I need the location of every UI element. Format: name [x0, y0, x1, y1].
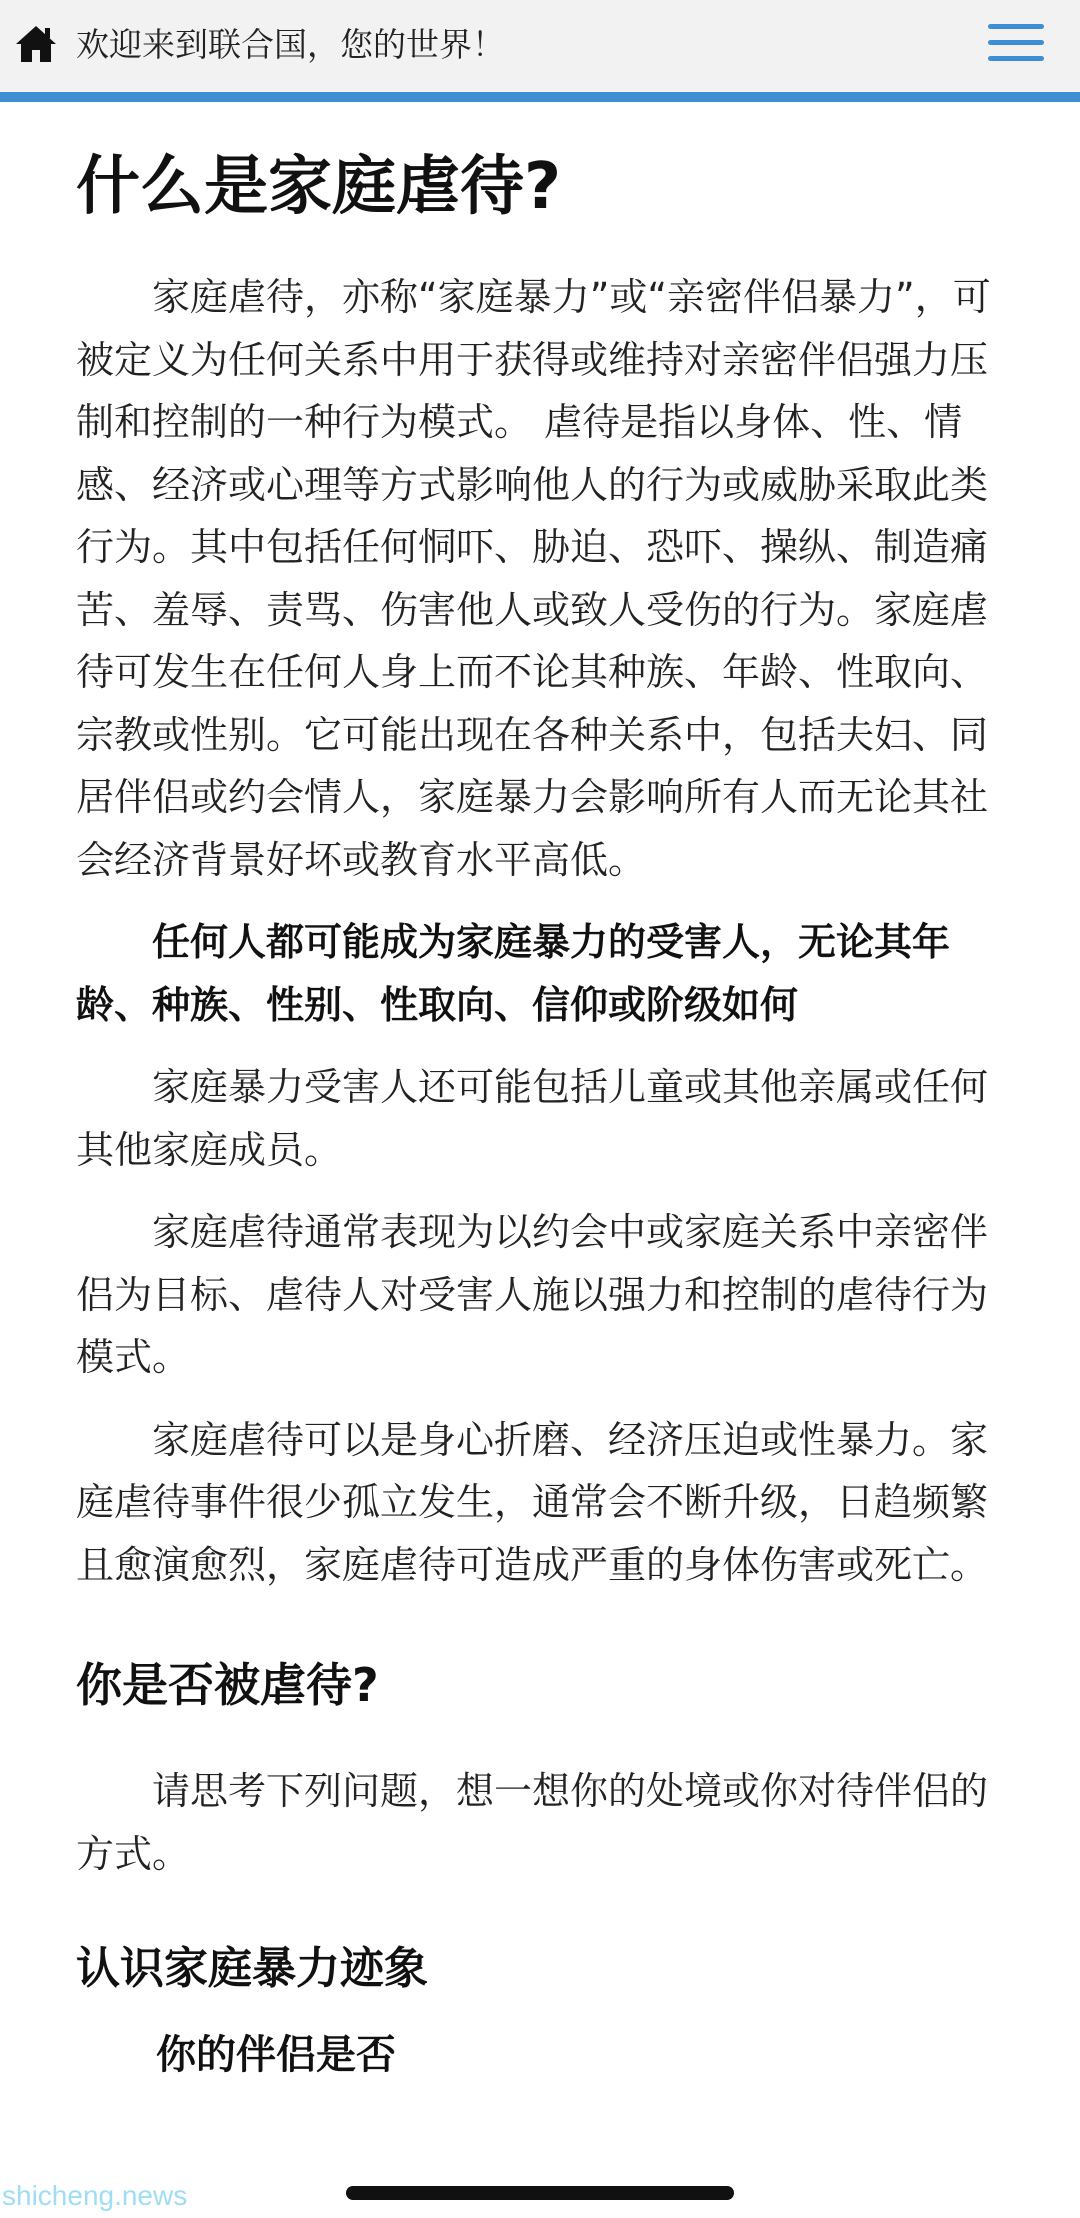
paragraph-forms: 家庭虐待可以是身心折磨、经济压迫或性暴力。家庭虐待事件很少孤立发生，通常会不断升级，日趋频繁且愈演愈烈，家庭虐待可造成严重的身体伤害或死亡。: [76, 1417, 989, 1587]
paragraph-emphasis: 任何人都可能成为家庭暴力的受害人，无论其年龄、种族、性别、性取向、信仰或阶级如何: [76, 920, 951, 1027]
article-content: [76, 102, 1006, 2083]
paragraph-victims: 家庭暴力受害人还可能包括儿童或其他亲属或任何其他家庭成员。: [76, 1065, 989, 1172]
site-title: 欢迎来到联合国，您的世界！: [76, 25, 505, 64]
subsection-heading: 认识家庭暴力迹象: [76, 1943, 428, 1994]
menu-bar-icon: [988, 40, 1044, 45]
menu-bar-icon: [988, 56, 1044, 61]
watermark: shicheng.news: [2, 2180, 188, 2211]
page-title: 什么是家庭虐待?: [76, 150, 562, 224]
home-icon[interactable]: [14, 24, 58, 64]
home-indicator[interactable]: [346, 2186, 734, 2200]
menu-bar-icon: [988, 24, 1044, 29]
paragraph-definition: 家庭虐待，亦称“家庭暴力”或“亲密伴侣暴力”，可被定义为任何关系中用于获得或维持对亲密伴侣强力压制和控制的一种行为模式。 虐待是指以身体、性、情感、经济或心理等方式影响他人的行为或威胁采取此类行为。其中包括任何恫吓、胁迫、恐吓、操纵、制造痛苦、羞辱、责骂、伤害他人或致人受伤的行为。家庭虐待可发生在任何人身上而不论其种族、年龄、性取向、宗教或性别。它可能出现在各种关系中，包括夫妇、同居伴侣或约会情人，家庭暴力会影响所有人而无论其社会经济背景好坏或教育水平高低。: [76, 275, 991, 882]
top-bar: [0, 0, 1080, 102]
paragraph-pattern: 家庭虐待通常表现为以约会中或家庭关系中亲密伴侣为目标、虐待人对受害人施以强力和控制的虐待行为模式。: [76, 1210, 989, 1379]
section-heading: 你是否被虐待?: [76, 1658, 379, 1712]
hamburger-menu-button[interactable]: [988, 24, 1044, 64]
partially-visible-heading: 你的伴侣是否: [156, 2032, 396, 2078]
section-paragraph: 请思考下列问题，想一想你的处境或你对待伴侣的方式。: [76, 1769, 989, 1876]
